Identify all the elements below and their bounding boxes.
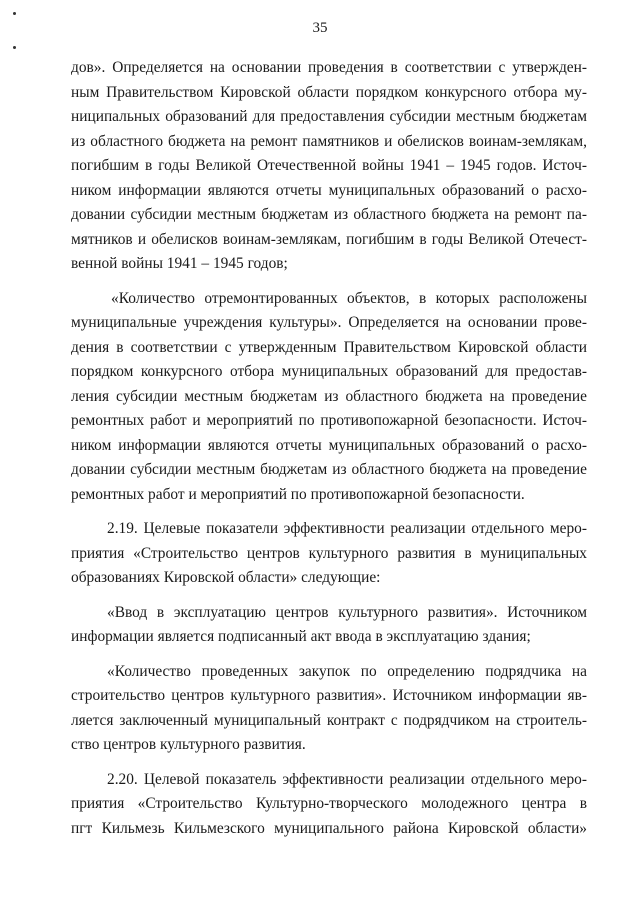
text-line: 2.20. Целевой показатель эффективности реализации отдельного меро-: [107, 770, 587, 788]
paragraph-gap: [71, 507, 587, 517]
text-line: порядком конкурсного отбора муниципальных образований для предостав-: [71, 363, 587, 380]
text-line: «Количество отремонтированных объектов, в которых расположены: [111, 289, 587, 307]
text-line: мятников и обелисков воинам-землякам, погибшим в годы Великой Отечест-: [71, 230, 587, 248]
text-line: ником информации являются отчеты муниципальных образований о расхо-: [71, 436, 587, 454]
text-line: ремонтных работ и мероприятий по противопожарной безопасности. Источ-: [71, 412, 587, 429]
paragraph-gap: [71, 758, 587, 768]
text-line: довании субсидии местным бюджетам из областного бюджета на ремонт па-: [71, 206, 587, 223]
text-line: дения в соответствии с утвержденным Правительством Кировской области: [71, 338, 587, 356]
text-line: ляется заключенный муниципальный контракт с подрядчиком на строитель-: [71, 711, 587, 729]
text-line: ниципальных образований для предоставления субсидии местным бюджетам: [71, 108, 587, 125]
document-body: [71, 56, 587, 841]
text-line: ником информации являются отчеты муниципальных образований о расхо-: [71, 181, 587, 199]
text-line: 2.19. Целевые показатели эффективности реализации отдельного меро-: [107, 520, 587, 537]
text-line: муниципальные учреждения культуры». Определяется на основании прове-: [71, 314, 587, 331]
scan-speck: [13, 46, 16, 49]
text-line: «Ввод в эксплуатацию центров культурного развития». Источником: [107, 603, 587, 621]
paragraph-gap: [71, 650, 587, 660]
text-line: погибшим в годы Великой Отечественной войны 1941 – 1945 годов. Источ-: [71, 157, 587, 174]
text-line: приятия «Строительство центров культурного развития в муниципальных: [71, 544, 587, 562]
page-number: 35: [312, 20, 328, 36]
text-line: «Количество проведенных закупок по определению подрядчика на: [107, 662, 587, 680]
text-line: ления субсидии местным бюджетам из областного бюджета на проведение: [71, 387, 587, 405]
text-line: ремонтных работ и мероприятий по противопожарной безопасности.: [71, 485, 525, 503]
text-line: образованиях Кировской области» следующие:: [71, 569, 381, 586]
text-line: венной войны 1941 – 1945 годов;: [71, 255, 288, 272]
text-line: ным Правительством Кировской области порядком конкурсного отбора му-: [71, 83, 587, 101]
text-line: строительство центров культурного развития». Источником информации яв-: [71, 687, 587, 704]
scan-speck: [13, 12, 16, 15]
text-line: дов». Определяется на основании проведения в соответствии с утвержден-: [71, 59, 587, 76]
text-line: ство центров культурного развития.: [71, 736, 306, 753]
text-line: пгт Кильмезь Кильмезского муниципального района Кировской области»: [71, 819, 587, 837]
paragraph-gap: [71, 591, 587, 601]
text-line: из областного бюджета на ремонт памятников и обелисков воинам-землякам,: [71, 132, 587, 150]
text-line: приятия «Строительство Культурно-творческого молодежного центра в: [71, 795, 587, 812]
text-line: довании субсидии местным бюджетам из областного бюджета на проведение: [71, 461, 587, 478]
paragraph-gap: [71, 277, 587, 287]
text-line: информации является подписанный акт ввода в эксплуатацию здания;: [71, 628, 531, 645]
